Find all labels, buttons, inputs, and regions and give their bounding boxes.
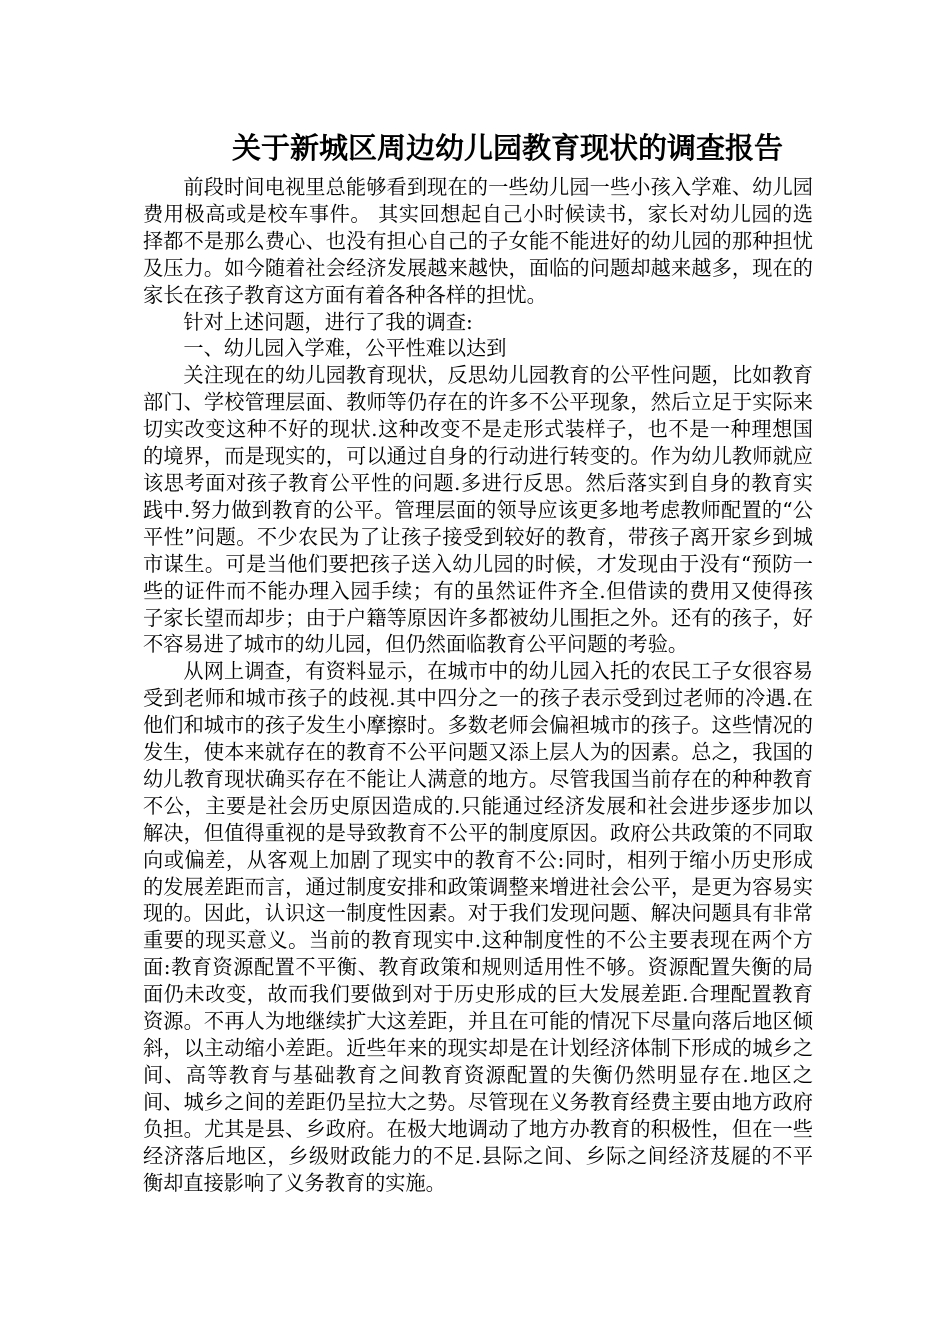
page-title: 关于新城区周边幼儿园教育现状的调查报告 [232, 131, 784, 165]
paragraph-online-survey: 从网上调查，有资料显示，在城市中的幼儿园入托的农民工子女很容易受到老师和城市孩子的歧视.其中四分之一的孩子表示受到过老师的冷遇.在他们和城市的孩子发生小摩擦时。多数老师会偏袒城市的孩子。这些情况的发生，使本来就存在的教育不公平问题又添上层人为的因素。总之，我国的幼儿教育现状确买存在不能让人满意的地方。尽管我国当前存在的种种教育不公，主要是社会历史原因造成的.只能通过经济发展和社会进步逐步加以解决，但值得重视的是导致教育不公平的制度原因。政府公共政策的不同取向或偏差，从客观上加剧了现实中的教育不公:同时，相列于缩小历史形成的发展差距而言，通过制度安排和政策调整来增进社会公平，是更为容易实现的。因此，认识这一制度性因素。对于我们发现问题、解决问题具有非常重要的现买意义。当前的教育现实中.这种制度性的不公主要表现在两个方面:教育资源配置不平衡、教育政策和规则适用性不够。资源配置失衡的局面仍未改变，故而我们要做到对于历史形成的巨大发展差距.合理配置教育资源。不再人为地继续扩大这差距，并且在可能的情况下尽量向落后地区倾斜，以主动缩小差距。近些年来的现实却是在计划经济体制下形成的城乡之间、高等教育与基础教育之间教育资源配置的失衡仍然明显存在.地区之间、城乡之间的差距仍呈拉大之势。尽管现在义务教育经费主要由地方政府负担。尤其是县、乡政府。在极大地调动了地方办教育的积极性，但在一些经济落后地区，乡级财政能力的不足.县际之间、乡际之间经济芨屣的不平衡却直接影响了义务教育的实施。 [143, 659, 813, 1195]
section-heading-1: 一、幼儿园入学难，公平性难以达到 [183, 336, 507, 361]
paragraph-survey-lead: 针对上述问题，进行了我的调查: [183, 309, 473, 334]
paragraph-intro: 前段时间电视里总能够看到现在的一些幼儿园一些小孩入学难、幼儿园费用极高或是校车事件。 其实回想起自己小时候读书，家长对幼儿园的选择都不是那么费心、也没有担心自己的子女能不能进好的幼儿园的那种担忧及压力。如今随着社会经济发展越来越快，面临的问题却越来越多，现在的家长在孩子教育这方面有着各种各样的担忧。 [143, 175, 813, 307]
paragraph-fairness: 关注现在的幼儿园教育现状，反思幼儿园教育的公平性问题，比如教育部门、学校管理层面、教师等仍存在的许多不公平现象，然后立足于实际来切实改变这种不好的现状.这种改变不是走形式装样子，也不是一种理想国的境界，而是现实的，可以通过自身的行动进行转变的。作为幼儿教师就应该思考面对孩子教育公平性的问题.多进行反思。然后落实到自身的教育实践中.努力做到教育的公平。管理层面的领导应该更多地考虑教师配置的“公平性”问题。不少农民为了让孩子接受到较好的教育，带孩子离开家乡到城市谋生。可是当他们要把孩子送入幼儿园的时候，才发现由于没有“预防一些的证件而不能办理入园手续；有的虽然证件齐全.但借读的费用又使得孩子家长望而却步；由于户籍等原因许多都被幼儿围拒之外。还有的孩子，好不容易进了城市的幼儿园，但仍然面临教育公平问题的考验。 [143, 363, 813, 657]
document-body [143, 174, 813, 1196]
